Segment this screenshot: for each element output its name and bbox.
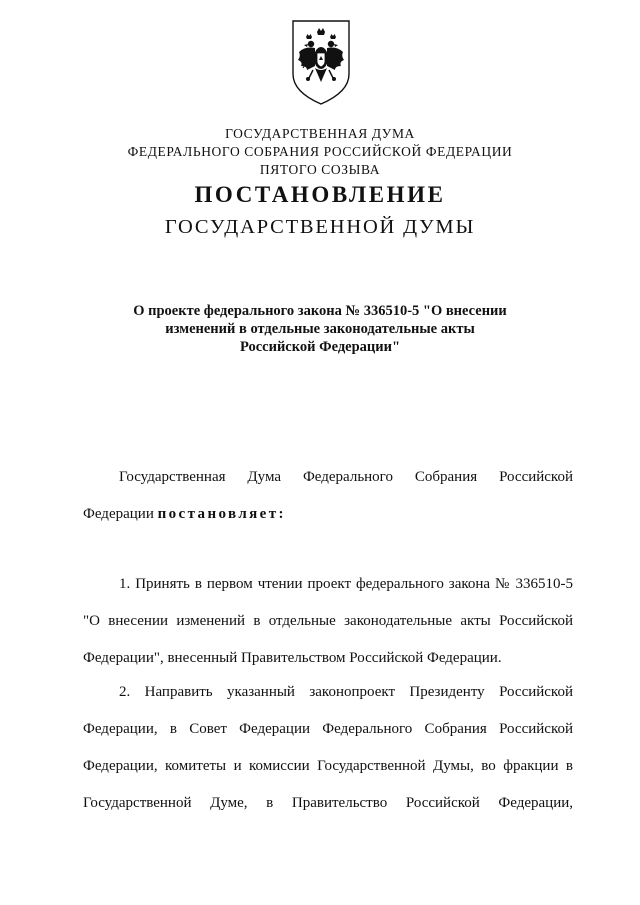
subject-line-2: изменений в отдельные законодательные акты	[165, 321, 475, 337]
subject-line-3: Российской Федерации"	[239, 339, 401, 355]
item-1-line-1: 1. Принять в первом чтении проект федерального закона № 336510-5	[119, 576, 573, 592]
subject-line-1: О проекте федерального закона № 336510-5 "О внесении	[133, 303, 507, 319]
item-2-line-4: Государственной Думе, в Правительство Российской Федерации,	[83, 795, 573, 811]
item-2-paragraph	[83, 674, 573, 822]
item-1-line-3: Федерации", внесенный Правительством Российской Федерации.	[83, 650, 502, 666]
preamble-line-2	[83, 496, 573, 533]
double-headed-eagle-icon	[289, 18, 353, 106]
item-2-line-2: Федерации, в Совет Федерации Федерального Собрания Российской	[83, 721, 573, 737]
header-line-1: ГОСУДАРСТВЕННАЯ ДУМА	[225, 126, 415, 141]
document-subject	[0, 302, 640, 356]
item-2-line-1: 2. Направить указанный законопроект Президенту Российской	[119, 684, 573, 700]
document-title: ПОСТАНОВЛЕНИЕ	[194, 182, 446, 207]
item-1-line-2: "О внесении изменений в отдельные законодательные акты Российской	[83, 613, 573, 629]
header-line-2: ФЕДЕРАЛЬНОГО СОБРАНИЯ РОССИЙСКОЙ ФЕДЕРАЦИИ	[127, 144, 513, 159]
preamble-line-2-text: Федерации	[83, 506, 154, 522]
coat-of-arms-emblem	[289, 18, 353, 106]
preamble-paragraph	[83, 459, 573, 533]
header-line-3: ПЯТОГО СОЗЫВА	[259, 162, 381, 177]
document-subtitle: ГОСУДАРСТВЕННОЙ ДУМЫ	[164, 216, 476, 238]
item-1-paragraph	[83, 566, 573, 677]
item-2-line-3: Федерации, комитеты и комиссии Государственной Думы, во фракции в	[83, 758, 573, 774]
preamble-line-1: Государственная Дума Федерального Собрания Российской	[119, 469, 573, 485]
resolves-keyword: постановляет:	[157, 506, 286, 522]
issuer-header	[0, 125, 640, 179]
